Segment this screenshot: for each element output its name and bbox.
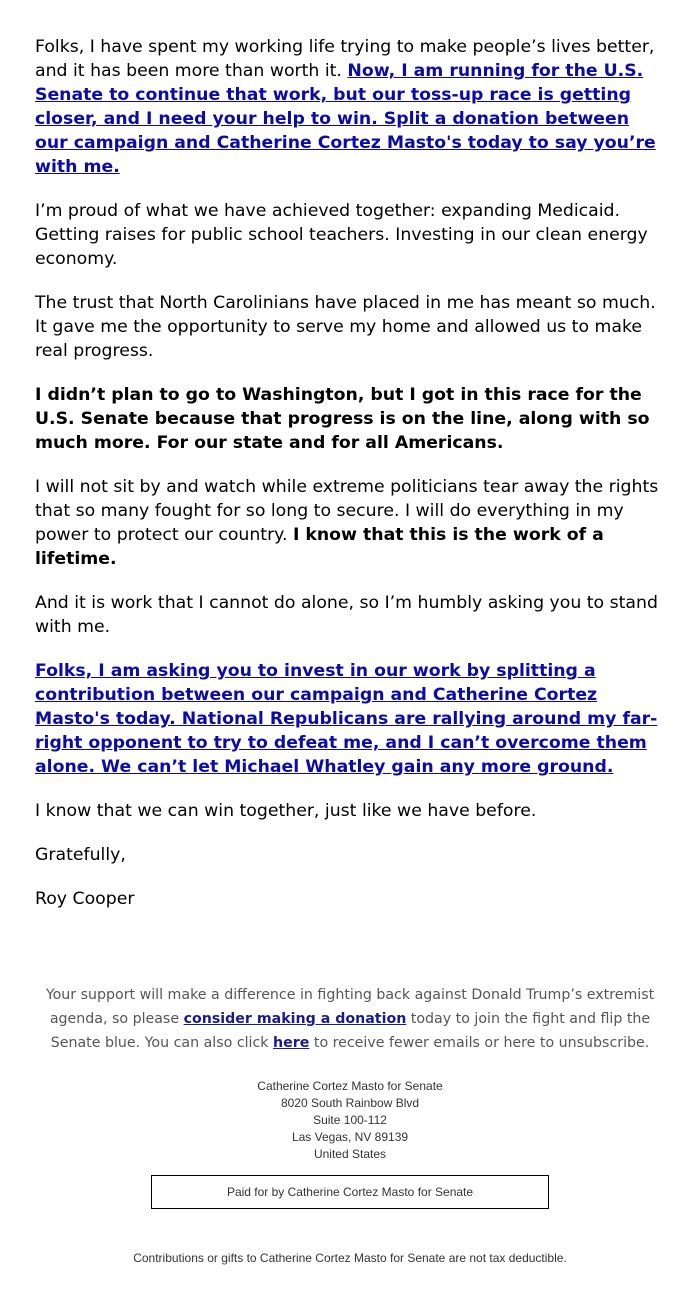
footer-note-text-3: to receive fewer emails or here to unsubscribe.	[309, 1035, 650, 1051]
paragraph-ask: And it is work that I cannot do alone, so I’m humbly asking you to stand with me.	[35, 593, 658, 637]
closing: Gratefully,	[35, 845, 126, 865]
mailing-address	[150, 1078, 550, 1163]
paragraph-rights	[35, 475, 665, 571]
paid-for-box	[151, 1175, 549, 1209]
tax-disclaimer: Contributions or gifts to Catherine Cortez Masto for Senate are not tax deductible.	[133, 1251, 567, 1265]
washington-bold-text: I didn’t plan to go to Washington, but I got in this race for the U.S. Senate because that progress is on the line, along with so much more. For our state and for all Americans.	[35, 385, 650, 453]
address-country: United States	[313, 1147, 387, 1161]
paragraph-invest	[35, 659, 665, 779]
paragraph-achievements: I’m proud of what we have achieved together: expanding Medicaid. Getting raises for public school teachers. Investing in our clean energy economy.	[35, 201, 648, 269]
address-street: 8020 South Rainbow Blvd	[280, 1096, 420, 1110]
footer-note-text-2: today to join the fight and flip the Senate blue. You can also click	[50, 1011, 651, 1051]
email-body	[35, 35, 665, 931]
donation-link-intro[interactable]: Now, I am running for the U.S. Senate to continue that work, but our toss-up race is getting closer, and I need your help to win. Split a donation between our campaign and Catherine Cortez Masto's today to say you’re with me.	[35, 61, 656, 177]
paid-for-text: Paid for by Catherine Cortez Masto for Senate	[226, 1185, 474, 1199]
rights-text: I will not sit by and watch while extreme politicians tear away the rights that so many fought for so long to secure. I will do everything in my power to protect our country.	[35, 477, 659, 545]
consider-donation-link[interactable]: consider making a donation	[183, 1011, 407, 1027]
address-org: Catherine Cortez Masto for Senate	[257, 1079, 443, 1093]
address-suite: Suite 100-112	[313, 1113, 387, 1127]
address-city: Las Vegas, NV 89139	[291, 1130, 409, 1144]
fewer-emails-link[interactable]: here	[273, 1035, 310, 1051]
paragraph-washington	[35, 383, 665, 455]
signature: Roy Cooper	[35, 889, 135, 909]
paragraph-trust: The trust that North Carolinians have placed in me has meant so much. It gave me the opportunity to serve my home and allowed us to make real progress.	[35, 293, 656, 361]
paragraph-win: I know that we can win together, just like we have before.	[35, 801, 537, 821]
footer-note	[40, 983, 660, 1055]
footer-note-text-1: Your support will make a difference in fighting back against Donald Trump’s extremist agenda, so please	[45, 987, 655, 1027]
intro-text: Folks, I have spent my working life trying to make people’s lives better, and it has been more than worth it.	[35, 37, 655, 81]
donation-link-invest[interactable]: Folks, I am asking you to invest in our work by splitting a contribution between our campaign and Catherine Cortez Masto's today. National Republicans are rallying around my far-right opponent to try to defeat me, and I can’t overcome them alone. We can’t let Michael Whatley gain any more ground.	[35, 661, 658, 777]
lifetime-bold-text: I know that this is the work of a lifetime.	[35, 525, 604, 569]
paragraph-intro	[35, 35, 665, 179]
